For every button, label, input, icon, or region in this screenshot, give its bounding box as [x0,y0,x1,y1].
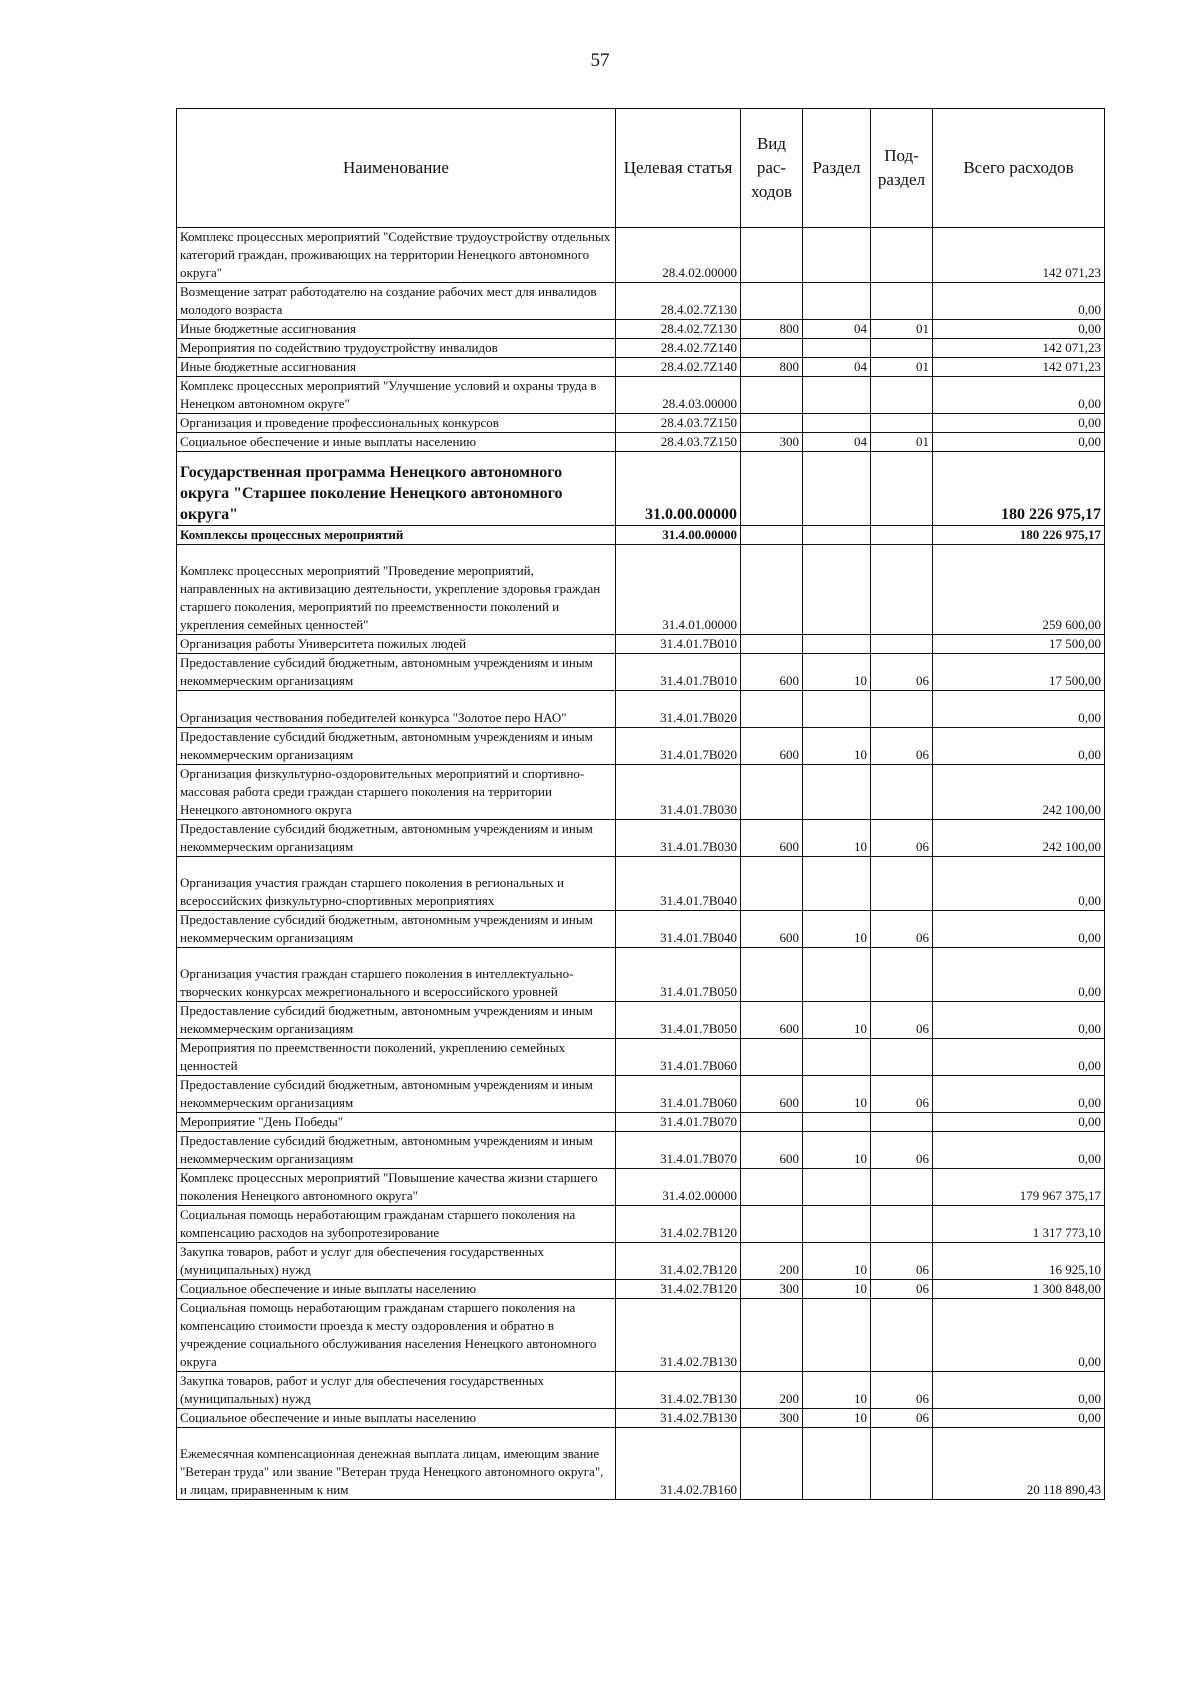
row-name: Комплекс процессных мероприятий "Улучшение условий и охраны труда в Ненецком автономном округе" [177,377,616,414]
row-target-code: 31.4.02.7В160 [616,1428,741,1500]
row-podrazdel: 06 [871,728,933,765]
row-podrazdel [871,948,933,1002]
row-name: Организация работы Университета пожилых людей [177,635,616,654]
row-vid: 600 [741,1002,803,1039]
table-row [177,339,1105,358]
row-vid [741,765,803,820]
row-target-code: 28.4.02.7Z130 [616,320,741,339]
row-total: 179 967 375,17 [933,1169,1105,1206]
row-vid: 600 [741,728,803,765]
row-vid: 600 [741,820,803,857]
row-target-code: 31.4.01.7В010 [616,635,741,654]
row-podrazdel [871,1039,933,1076]
row-target-code: 31.4.01.7В060 [616,1076,741,1113]
row-razdel [803,765,871,820]
row-name: Мероприятия по содействию трудоустройству инвалидов [177,339,616,358]
row-total: 142 071,23 [933,339,1105,358]
row-total: 17 500,00 [933,635,1105,654]
row-vid: 200 [741,1372,803,1409]
header-vid: Вид рас- ходов [741,109,803,228]
row-target-code: 31.4.01.7В040 [616,911,741,948]
row-podrazdel [871,545,933,635]
row-vid: 300 [741,1409,803,1428]
table-row [177,1299,1105,1372]
row-target-code: 31.4.01.7В060 [616,1039,741,1076]
row-target-code: 31.4.01.7В010 [616,654,741,691]
row-podrazdel [871,1169,933,1206]
row-razdel [803,948,871,1002]
row-name: Предоставление субсидий бюджетным, автономным учреждениям и иным некоммерческим организациям [177,654,616,691]
table-row [177,414,1105,433]
row-podrazdel: 01 [871,320,933,339]
row-razdel [803,857,871,911]
row-total: 17 500,00 [933,654,1105,691]
row-podrazdel: 06 [871,654,933,691]
row-vid: 600 [741,1132,803,1169]
row-total: 0,00 [933,433,1105,452]
row-name: Мероприятия по преемственности поколений, укреплению семейных ценностей [177,1039,616,1076]
row-podrazdel: 06 [871,1243,933,1280]
row-vid: 300 [741,433,803,452]
row-total: 0,00 [933,377,1105,414]
row-name: Ежемесячная компенсационная денежная выплата лицам, имеющим звание "Ветеран труда" или звание "Ветеран труда Ненецкого автономного округа", и лицам, приравненным к ним [177,1428,616,1500]
row-target-code: 31.4.01.00000 [616,545,741,635]
table-row [177,1206,1105,1243]
row-name: Социальная помощь неработающим гражданам старшего поколения на компенсацию стоимости проезда к месту оздоровления и обратно в учреждение социального обслуживания населения Ненецкого автономного округа [177,1299,616,1372]
row-vid [741,1206,803,1243]
table-row [177,377,1105,414]
row-total: 0,00 [933,1076,1105,1113]
row-vid [741,228,803,283]
table-row [177,526,1105,545]
row-podrazdel [871,857,933,911]
row-name: Возмещение затрат работодателю на создание рабочих мест для инвалидов молодого возраста [177,283,616,320]
row-name: Социальное обеспечение и иные выплаты населению [177,1280,616,1299]
row-total: 0,00 [933,948,1105,1002]
row-vid [741,635,803,654]
row-podrazdel: 01 [871,358,933,377]
row-vid [741,1113,803,1132]
row-name: Государственная программа Ненецкого автономного округа "Старшее поколение Ненецкого автономного округа" [177,452,616,526]
row-target-code: 28.4.02.00000 [616,228,741,283]
table-row [177,1132,1105,1169]
row-name: Организация чествования победителей конкурса "Золотое перо НАО" [177,691,616,728]
row-vid: 200 [741,1243,803,1280]
row-podrazdel [871,339,933,358]
header-total: Всего расходов [933,109,1105,228]
row-target-code: 28.4.03.7Z150 [616,433,741,452]
row-vid: 600 [741,1076,803,1113]
row-name: Комплекс процессных мероприятий "Содействие трудоустройству отдельных категорий граждан, проживающих на территории Ненецкого автономного округа" [177,228,616,283]
table-row [177,857,1105,911]
row-razdel [803,283,871,320]
budget-table [176,108,1105,1500]
row-total: 0,00 [933,320,1105,339]
table-row [177,320,1105,339]
row-podrazdel: 06 [871,1132,933,1169]
row-total: 0,00 [933,1113,1105,1132]
row-razdel: 04 [803,433,871,452]
row-name: Организация участия граждан старшего поколения в региональных и всероссийских физкультурно-спортивных мероприятиях [177,857,616,911]
table-row [177,765,1105,820]
row-total: 0,00 [933,1409,1105,1428]
row-podrazdel [871,1113,933,1132]
row-podrazdel [871,635,933,654]
row-razdel: 10 [803,820,871,857]
page-number: 57 [590,50,610,71]
table-row [177,1002,1105,1039]
row-target-code: 28.4.03.00000 [616,377,741,414]
row-total: 259 600,00 [933,545,1105,635]
row-target-code: 31.4.00.00000 [616,526,741,545]
row-vid [741,948,803,1002]
row-vid: 600 [741,911,803,948]
row-target-code: 28.4.02.7Z130 [616,283,741,320]
row-razdel: 10 [803,654,871,691]
row-target-code: 31.4.01.7В020 [616,728,741,765]
row-razdel: 10 [803,1409,871,1428]
row-vid [741,1169,803,1206]
row-total: 0,00 [933,283,1105,320]
table-row [177,1169,1105,1206]
row-razdel [803,545,871,635]
table-row [177,1243,1105,1280]
row-podrazdel: 06 [871,820,933,857]
row-total: 20 118 890,43 [933,1428,1105,1500]
header-podrazdel: Под- раздел [871,109,933,228]
row-name: Предоставление субсидий бюджетным, автономным учреждениям и иным некоммерческим организациям [177,820,616,857]
row-target-code: 31.4.01.7В020 [616,691,741,728]
row-razdel: 10 [803,1002,871,1039]
row-podrazdel: 06 [871,1280,933,1299]
row-vid [741,377,803,414]
row-name: Организация участия граждан старшего поколения в интеллектуально-творческих конкурсах межрегионального и всероссийского уровней [177,948,616,1002]
row-vid [741,414,803,433]
row-podrazdel: 06 [871,1372,933,1409]
row-razdel [803,1428,871,1500]
row-podrazdel [871,414,933,433]
row-podrazdel [871,1206,933,1243]
row-vid [741,1039,803,1076]
row-total: 0,00 [933,728,1105,765]
row-target-code: 31.4.02.7В120 [616,1280,741,1299]
row-razdel: 10 [803,911,871,948]
row-vid: 800 [741,358,803,377]
row-razdel [803,377,871,414]
row-razdel: 10 [803,1243,871,1280]
row-total: 242 100,00 [933,765,1105,820]
row-vid: 300 [741,1280,803,1299]
row-razdel [803,635,871,654]
row-target-code: 31.4.02.7В120 [616,1243,741,1280]
row-podrazdel: 01 [871,433,933,452]
row-name: Социальная помощь неработающим гражданам старшего поколения на компенсацию расходов на зубопротезирование [177,1206,616,1243]
table-row [177,1372,1105,1409]
row-podrazdel: 06 [871,1002,933,1039]
row-razdel [803,1169,871,1206]
row-total: 0,00 [933,1372,1105,1409]
row-name: Мероприятие "День Победы" [177,1113,616,1132]
row-total: 0,00 [933,857,1105,911]
row-razdel [803,691,871,728]
row-vid [741,1428,803,1500]
row-razdel: 10 [803,1076,871,1113]
row-razdel [803,414,871,433]
row-target-code: 31.4.01.7В070 [616,1113,741,1132]
row-name: Социальное обеспечение и иные выплаты населению [177,1409,616,1428]
row-name: Организация физкультурно-оздоровительных мероприятий и спортивно-массовая работа среди граждан старшего поколения на территории Ненецкого автономного округа [177,765,616,820]
header-target: Целевая статья [616,109,741,228]
row-name: Предоставление субсидий бюджетным, автономным учреждениям и иным некоммерческим организациям [177,911,616,948]
row-name: Закупка товаров, работ и услуг для обеспечения государственных (муниципальных) нужд [177,1372,616,1409]
row-name: Предоставление субсидий бюджетным, автономным учреждениям и иным некоммерческим организациям [177,1076,616,1113]
row-podrazdel: 06 [871,1409,933,1428]
row-name: Комплекс процессных мероприятий "Повышение качества жизни старшего поколения Ненецкого автономного округа" [177,1169,616,1206]
row-vid [741,452,803,526]
row-target-code: 31.0.00.00000 [616,452,741,526]
row-vid [741,283,803,320]
row-razdel: 10 [803,1280,871,1299]
row-target-code: 31.4.02.7В120 [616,1206,741,1243]
row-total: 0,00 [933,911,1105,948]
table-row [177,1076,1105,1113]
row-podrazdel [871,283,933,320]
row-total: 0,00 [933,1002,1105,1039]
row-target-code: 28.4.02.7Z140 [616,358,741,377]
row-razdel: 04 [803,358,871,377]
row-razdel [803,452,871,526]
row-name: Иные бюджетные ассигнования [177,320,616,339]
table-row [177,820,1105,857]
header-row [177,109,1105,228]
row-razdel [803,1299,871,1372]
table-row [177,911,1105,948]
table-row [177,635,1105,654]
row-total: 16 925,10 [933,1243,1105,1280]
row-razdel: 10 [803,728,871,765]
row-name: Предоставление субсидий бюджетным, автономным учреждениям и иным некоммерческим организациям [177,1132,616,1169]
row-razdel [803,228,871,283]
row-razdel [803,339,871,358]
table-row [177,691,1105,728]
row-razdel [803,526,871,545]
row-target-code: 31.4.01.7В070 [616,1132,741,1169]
table-row [177,1039,1105,1076]
row-total: 142 071,23 [933,358,1105,377]
row-razdel [803,1206,871,1243]
row-razdel [803,1039,871,1076]
row-total: 0,00 [933,1299,1105,1372]
header-name: Наименование [177,109,616,228]
row-podrazdel [871,691,933,728]
row-podrazdel [871,1299,933,1372]
table-row [177,1280,1105,1299]
row-vid [741,691,803,728]
table-row [177,228,1105,283]
row-podrazdel: 06 [871,911,933,948]
row-vid [741,339,803,358]
row-target-code: 31.4.01.7В050 [616,948,741,1002]
row-target-code: 31.4.01.7В030 [616,820,741,857]
row-total: 242 100,00 [933,820,1105,857]
row-target-code: 31.4.02.7В130 [616,1299,741,1372]
row-name: Предоставление субсидий бюджетным, автономным учреждениям и иным некоммерческим организациям [177,1002,616,1039]
row-total: 1 300 848,00 [933,1280,1105,1299]
row-name: Социальное обеспечение и иные выплаты населению [177,433,616,452]
row-podrazdel [871,377,933,414]
row-razdel: 10 [803,1132,871,1169]
row-name: Предоставление субсидий бюджетным, автономным учреждениям и иным некоммерческим организациям [177,728,616,765]
row-target-code: 31.4.01.7В050 [616,1002,741,1039]
table-row [177,1113,1105,1132]
row-razdel [803,1113,871,1132]
row-target-code: 31.4.02.7В130 [616,1409,741,1428]
row-podrazdel [871,1428,933,1500]
row-total: 142 071,23 [933,228,1105,283]
row-vid [741,545,803,635]
row-target-code: 28.4.02.7Z140 [616,339,741,358]
row-total: 0,00 [933,1039,1105,1076]
row-name: Закупка товаров, работ и услуг для обеспечения государственных (муниципальных) нужд [177,1243,616,1280]
row-vid [741,857,803,911]
row-total: 0,00 [933,1132,1105,1169]
row-name: Комплексы процессных мероприятий [177,526,616,545]
row-razdel: 04 [803,320,871,339]
row-name: Комплекс процессных мероприятий "Проведение мероприятий, направленных на активизацию деятельности, укрепление здоровья граждан старшего поколения, мероприятий по преемственности поколений и укрепления семейных ценностей" [177,545,616,635]
row-target-code: 31.4.01.7В030 [616,765,741,820]
table-row [177,1409,1105,1428]
row-vid: 600 [741,654,803,691]
row-name: Иные бюджетные ассигнования [177,358,616,377]
table-row [177,1428,1105,1500]
table-row [177,358,1105,377]
row-podrazdel [871,452,933,526]
table-row [177,654,1105,691]
table-row [177,283,1105,320]
row-podrazdel [871,228,933,283]
table-row [177,948,1105,1002]
row-total: 0,00 [933,691,1105,728]
table-row [177,728,1105,765]
row-target-code: 31.4.01.7В040 [616,857,741,911]
table-row [177,545,1105,635]
row-name: Организация и проведение профессиональных конкурсов [177,414,616,433]
row-podrazdel [871,765,933,820]
row-total: 180 226 975,17 [933,526,1105,545]
row-vid [741,1299,803,1372]
table-row [177,433,1105,452]
row-total: 0,00 [933,414,1105,433]
row-vid [741,526,803,545]
row-podrazdel [871,526,933,545]
row-total: 1 317 773,10 [933,1206,1105,1243]
row-total: 180 226 975,17 [933,452,1105,526]
row-target-code: 28.4.03.7Z150 [616,414,741,433]
row-razdel: 10 [803,1372,871,1409]
row-target-code: 31.4.02.00000 [616,1169,741,1206]
table-row [177,452,1105,526]
row-podrazdel: 06 [871,1076,933,1113]
row-target-code: 31.4.02.7В130 [616,1372,741,1409]
header-razdel: Раздел [803,109,871,228]
row-vid: 800 [741,320,803,339]
